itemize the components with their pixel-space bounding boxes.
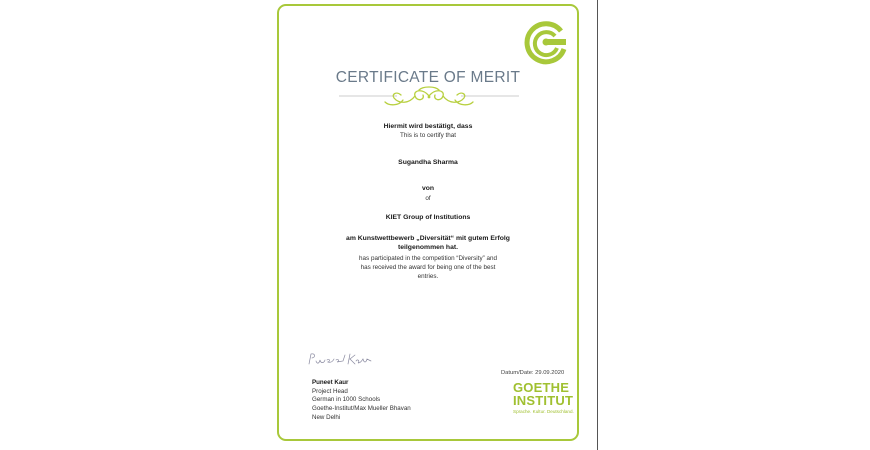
competition-english-line2: has received the award for being one of the best bbox=[360, 264, 496, 271]
certificate-frame bbox=[277, 4, 579, 441]
competition-english-line3: entries. bbox=[417, 273, 439, 280]
from-german: von bbox=[421, 185, 435, 192]
signer-organization: Goethe-Institut/Max Mueller Bhavan bbox=[312, 405, 411, 413]
signer-name: Puneet Kaur bbox=[312, 379, 349, 386]
brand-line1: GOETHE bbox=[513, 380, 570, 395]
goethe-institut-wordmark bbox=[513, 381, 574, 414]
from-english: of bbox=[425, 195, 431, 202]
flourish-ornament bbox=[339, 86, 519, 110]
institution-name: KIET Group of Institutions bbox=[385, 214, 471, 221]
signature-mark bbox=[307, 352, 373, 366]
brand-tagline: Sprache. Kultur. Deutschland. bbox=[513, 409, 574, 414]
competition-german-line2: teilgenommen hat. bbox=[397, 244, 459, 251]
goethe-logo-icon bbox=[523, 19, 569, 65]
competition-english-line1: has participated in the competition “Diversity” and bbox=[359, 255, 497, 262]
signer-role: Project Head bbox=[312, 387, 348, 395]
competition-german-line1: am Kunstwettbewerb „Diversität“ mit gutem Erfolg bbox=[346, 235, 510, 242]
brand-line2: INSTITUT bbox=[513, 393, 574, 408]
signer-block bbox=[312, 379, 411, 422]
certificate-title: CERTIFICATE OF MERIT bbox=[335, 69, 521, 86]
recipient-name: Sugandha Sharma bbox=[398, 159, 458, 166]
intro-english: This is to certify that bbox=[400, 132, 456, 139]
intro-german: Hiermit wird bestätigt, dass bbox=[383, 123, 473, 130]
signer-program: German in 1000 Schools bbox=[312, 396, 381, 404]
certificate-date: Datum/Date: 29.09.2020 bbox=[501, 370, 565, 376]
signer-city: New Delhi bbox=[312, 413, 341, 421]
page-edge-divider bbox=[597, 0, 598, 450]
